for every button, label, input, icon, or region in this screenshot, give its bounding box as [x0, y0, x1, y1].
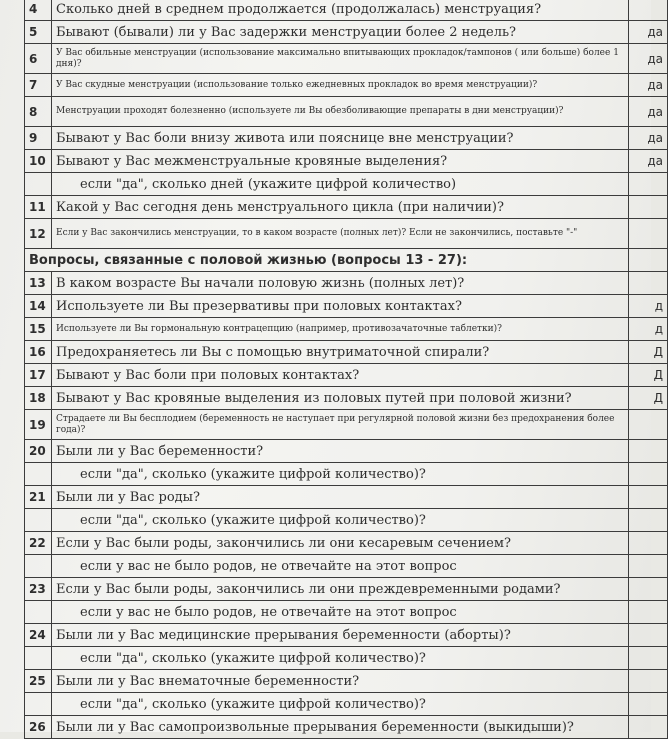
question-number: 17 [25, 364, 52, 387]
sub-question-row [25, 601, 668, 624]
question-text: если "да", сколько (укажите цифрой количество)? [52, 693, 629, 716]
question-text: Бывают у Вас боли внизу живота или пояснице вне менструации? [52, 127, 629, 150]
answer-cell[interactable] [629, 601, 668, 624]
answer-cell[interactable]: д [629, 318, 668, 341]
question-row [25, 387, 668, 410]
answer-cell[interactable] [629, 624, 668, 647]
question-row [25, 196, 668, 219]
answer-cell[interactable]: да [629, 74, 668, 97]
question-number [25, 693, 52, 716]
question-text: Были ли у Вас самопроизвольные прерывания беременности (выкидыши)? [52, 716, 629, 739]
question-text: Какой у Вас сегодня день менструального цикла (при наличии)? [52, 196, 629, 219]
question-number: 11 [25, 196, 52, 219]
question-row [25, 670, 668, 693]
question-number: 9 [25, 127, 52, 150]
question-text: Бывают (бывали) ли у Вас задержки менструации более 2 недель? [52, 21, 629, 44]
question-text: Бывают у Вас кровяные выделения из половых путей при половой жизни? [52, 387, 629, 410]
question-text: Менструации проходят болезненно (используете ли Вы обезболивающие препараты в дни менструации)? [52, 97, 629, 127]
question-number: 14 [25, 295, 52, 318]
question-number: 4 [25, 0, 52, 21]
sub-question-row [25, 555, 668, 578]
question-row [25, 578, 668, 601]
answer-cell[interactable] [629, 486, 668, 509]
answer-cell[interactable] [629, 272, 668, 295]
question-number: 20 [25, 440, 52, 463]
question-number: 6 [25, 44, 52, 74]
question-number: 12 [25, 219, 52, 249]
question-text: если "да", сколько дней (укажите цифрой количество) [52, 173, 629, 196]
question-text: Бывают у Вас боли при половых контактах? [52, 364, 629, 387]
question-text: Были ли у Вас внематочные беременности? [52, 670, 629, 693]
question-number: 16 [25, 341, 52, 364]
answer-cell[interactable]: да [629, 150, 668, 173]
question-number [25, 555, 52, 578]
question-text: В каком возрасте Вы начали половую жизнь (полных лет)? [52, 272, 629, 295]
question-number [25, 463, 52, 486]
question-text: Были ли у Вас медицинские прерывания беременности (аборты)? [52, 624, 629, 647]
question-row [25, 74, 668, 97]
question-text: Если у Вас закончились менструации, то в каком возрасте (полных лет)? Если не закончились, поставьте "-" [52, 219, 629, 249]
question-number: 23 [25, 578, 52, 601]
answer-cell[interactable] [629, 555, 668, 578]
question-row [25, 624, 668, 647]
question-row [25, 21, 668, 44]
answer-cell[interactable] [629, 670, 668, 693]
question-row [25, 150, 668, 173]
question-text: Были ли у Вас роды? [52, 486, 629, 509]
questionnaire-table [24, 0, 668, 739]
question-text: если "да", сколько (укажите цифрой количество)? [52, 463, 629, 486]
answer-cell[interactable] [629, 219, 668, 249]
question-text: Сколько дней в среднем продолжается (продолжалась) менструация? [52, 0, 629, 21]
question-text: если у вас не было родов, не отвечайте на этот вопрос [52, 555, 629, 578]
question-number: 24 [25, 624, 52, 647]
question-number: 13 [25, 272, 52, 295]
question-number: 19 [25, 410, 52, 440]
question-row [25, 295, 668, 318]
question-row [25, 97, 668, 127]
question-text: Бывают у Вас межменструальные кровяные выделения? [52, 150, 629, 173]
sub-question-row [25, 463, 668, 486]
answer-cell[interactable]: д [629, 295, 668, 318]
question-text: Если у Вас были роды, закончились ли они кесаревым сечением? [52, 532, 629, 555]
question-number: 15 [25, 318, 52, 341]
answer-cell[interactable]: Д [629, 387, 668, 410]
answer-cell[interactable] [629, 647, 668, 670]
question-number: 18 [25, 387, 52, 410]
question-row [25, 486, 668, 509]
question-row [25, 44, 668, 74]
question-number: 22 [25, 532, 52, 555]
sub-question-row [25, 647, 668, 670]
answer-cell[interactable] [629, 0, 668, 21]
answer-cell[interactable]: да [629, 97, 668, 127]
answer-cell[interactable] [629, 196, 668, 219]
question-number [25, 509, 52, 532]
question-text: Предохраняетесь ли Вы с помощью внутриматочной спирали? [52, 341, 629, 364]
section-header-row [25, 249, 668, 272]
answer-cell[interactable] [629, 716, 668, 739]
question-number: 25 [25, 670, 52, 693]
question-text: У Вас скудные менструации (использование только ежедневных прокладок во время менструации)? [52, 74, 629, 97]
question-row [25, 440, 668, 463]
answer-cell[interactable] [629, 693, 668, 716]
answer-cell[interactable]: да [629, 127, 668, 150]
answer-cell[interactable]: Д [629, 341, 668, 364]
questionnaire-body [25, 0, 668, 739]
question-number: 26 [25, 716, 52, 739]
question-number [25, 601, 52, 624]
sub-question-row [25, 509, 668, 532]
answer-cell[interactable] [629, 173, 668, 196]
question-row [25, 219, 668, 249]
question-number: 8 [25, 97, 52, 127]
question-text: если "да", сколько (укажите цифрой количество)? [52, 647, 629, 670]
question-text: Страдаете ли Вы бесплодием (беременность не наступает при регулярной половой жизни без предохранения более года)? [52, 410, 629, 440]
question-row [25, 127, 668, 150]
answer-cell[interactable] [629, 249, 668, 272]
sub-question-row [25, 173, 668, 196]
question-number: 7 [25, 74, 52, 97]
section-header: Вопросы, связанные с половой жизнью (вопросы 13 - 27): [25, 249, 629, 272]
question-row [25, 0, 668, 21]
question-row [25, 272, 668, 295]
question-number [25, 647, 52, 670]
question-row [25, 532, 668, 555]
question-text: Если у Вас были роды, закончились ли они преждевременными родами? [52, 578, 629, 601]
question-text: Используете ли Вы презервативы при половых контактах? [52, 295, 629, 318]
question-text: если "да", сколько (укажите цифрой количество)? [52, 509, 629, 532]
answer-cell[interactable]: Д [629, 364, 668, 387]
answer-cell[interactable]: да [629, 21, 668, 44]
answer-cell[interactable] [629, 532, 668, 555]
sub-question-row [25, 693, 668, 716]
question-row [25, 318, 668, 341]
question-number: 5 [25, 21, 52, 44]
answer-cell[interactable]: да [629, 44, 668, 74]
question-number [25, 173, 52, 196]
answer-cell[interactable] [629, 410, 668, 440]
question-text: если у вас не было родов, не отвечайте на этот вопрос [52, 601, 629, 624]
answer-cell[interactable] [629, 463, 668, 486]
answer-cell[interactable] [629, 509, 668, 532]
question-text: Были ли у Вас беременности? [52, 440, 629, 463]
question-row [25, 341, 668, 364]
question-row [25, 410, 668, 440]
question-number: 10 [25, 150, 52, 173]
question-text: У Вас обильные менструации (использование максимально впитывающих прокладок/тампонов ( или больше) более 1 дня)? [52, 44, 629, 74]
question-text: Используете ли Вы гормональную контрацепцию (например, противозачаточные таблетки)? [52, 318, 629, 341]
question-row [25, 716, 668, 739]
question-number: 21 [25, 486, 52, 509]
answer-cell[interactable] [629, 578, 668, 601]
answer-cell[interactable] [629, 440, 668, 463]
question-row [25, 364, 668, 387]
